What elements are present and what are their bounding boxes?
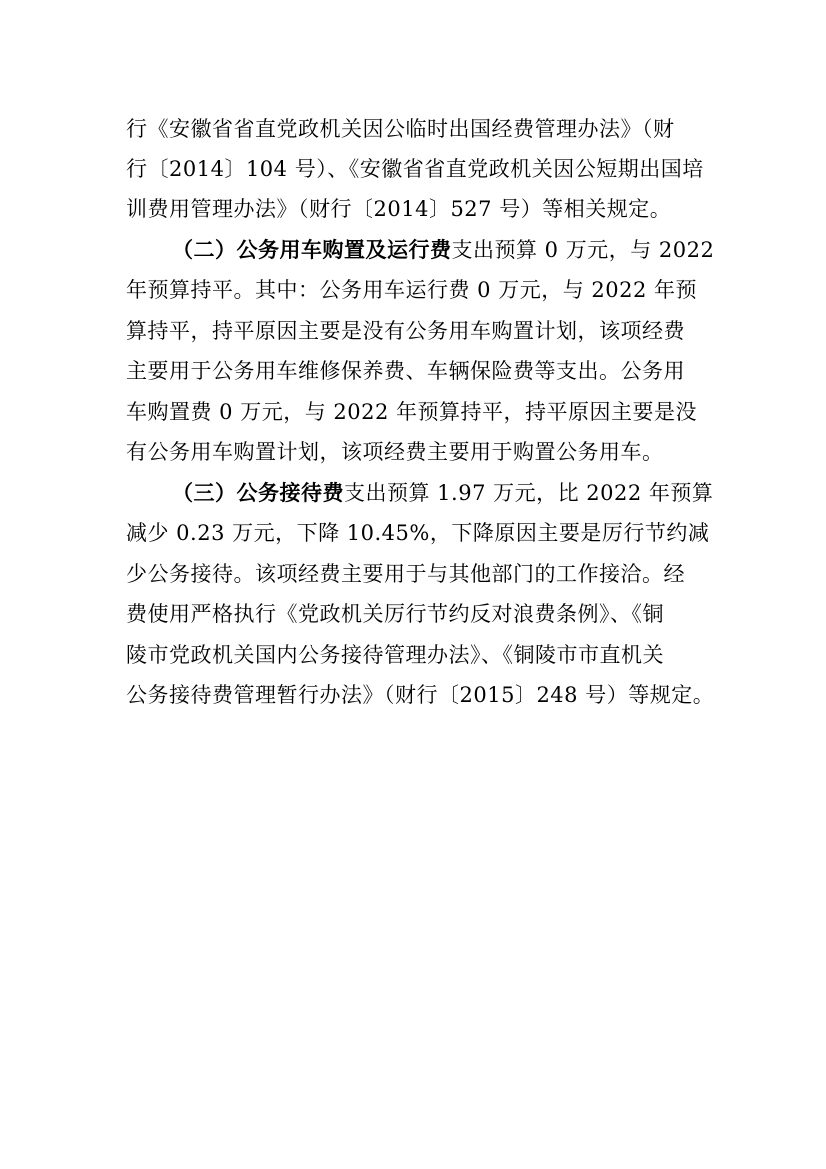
body-line-9: 有公务用车购置计划，该项经费主要用于购置公务用车。 <box>126 440 664 464</box>
body-line-3: 训费用管理办法》（财行〔2014〕527 号）等相关规定。 <box>126 197 672 221</box>
body-line-12: 少公务接待。该项经费主要用于与其他部门的工作接洽。经 <box>126 562 685 586</box>
body-line-1: 行《安徽省省直党政机关因公临时出国经费管理办法》（财 <box>126 117 675 141</box>
body-line-14: 陵市党政机关国内公务接待管理办法》、《铜陵市市直机关 <box>126 643 664 667</box>
body-line-13: 费使用严格执行《党政机关厉行节约反对浪费条例》、《铜 <box>126 602 664 626</box>
section-heading-reception-line <box>172 479 714 507</box>
body-line-15: 公务接待费管理暂行办法》（财行〔2015〕248 号）等规定。 <box>126 683 715 707</box>
body-line-5: 年预算持平。其中：公务用车运行费 0 万元，与 2022 年预 <box>126 278 698 302</box>
section-heading-vehicle-line <box>172 236 715 264</box>
body-line-8: 车购置费 0 万元，与 2022 年预算持平，持平原因主要是没 <box>126 400 698 424</box>
section-reception-text: 支出预算 1.97 万元，比 2022 年预算 <box>344 481 714 505</box>
section-heading-vehicle: （二）公务用车购置及运行费 <box>172 237 452 262</box>
body-line-11: 减少 0.23 万元，下降 10.45%，下降原因主要是厉行节约减 <box>126 521 710 545</box>
body-line-2: 行〔2014〕104 号）、《安徽省省直党政机关因公短期出国培 <box>126 157 704 181</box>
section-vehicle-text: 支出预算 0 万元，与 2022 <box>451 238 715 262</box>
body-line-6: 算持平，持平原因主要是没有公务用车购置计划，该项经费 <box>126 319 685 343</box>
section-heading-reception: （三）公务接待费 <box>172 480 344 505</box>
body-line-7: 主要用于公务用车维修保养费、车辆保险费等支出。公务用 <box>126 359 685 383</box>
